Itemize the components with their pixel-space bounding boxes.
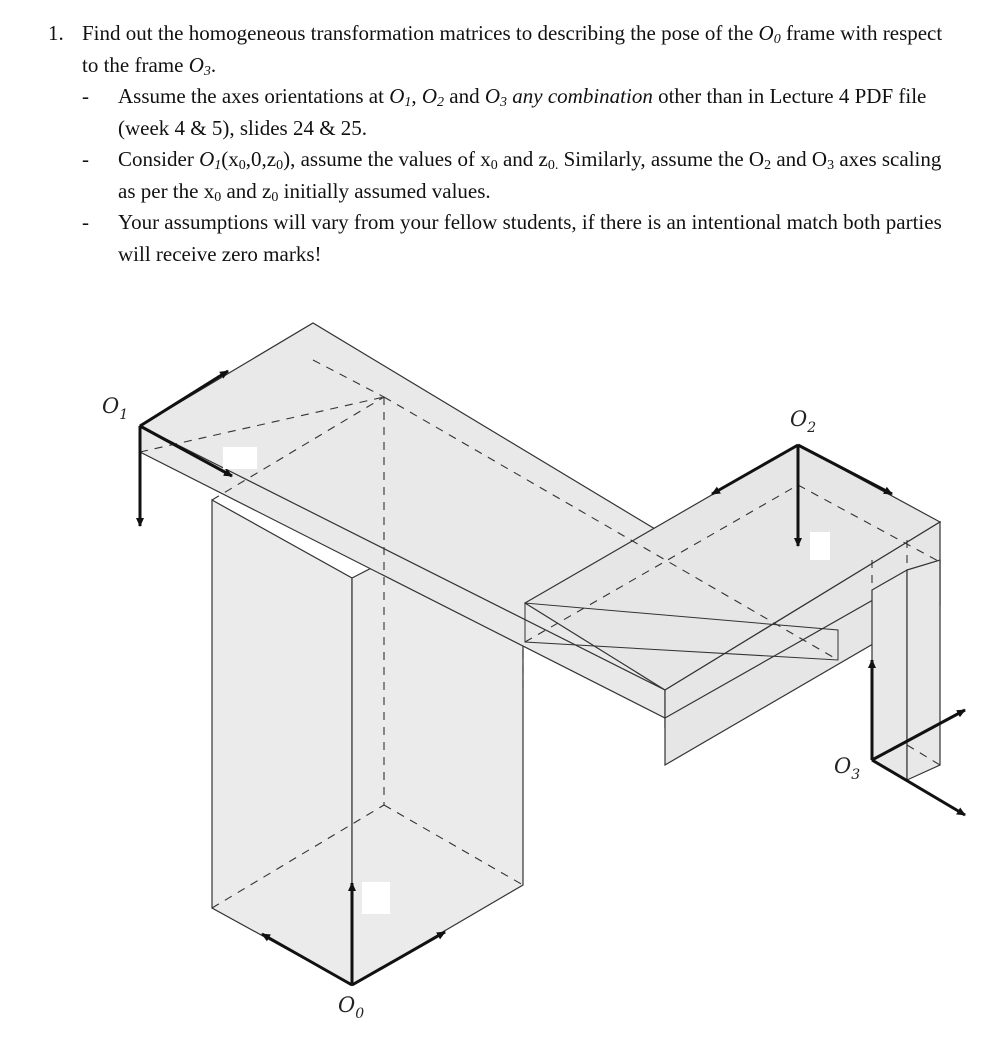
isometric-link-diagram [0, 290, 995, 1060]
assumption-item-coordinates: - Consider $O_1(x_0,0,z_0)$, assume the values of $x_0$ and $z_{0.}$ Similarly, assume the $O_2$ and $O_3$ axes scaling as per the $x_0$ and $z_0$ initially assumed values. [48, 144, 948, 207]
robot-frames-figure [0, 290, 995, 1060]
blank-patch-o1 [223, 447, 257, 469]
intro-text-2: frame with respect to the frame [82, 21, 943, 77]
end-link-front [872, 570, 907, 780]
frame-o3-ref: $O_3$ [188, 52, 211, 79]
question-intro: 1. Find out the homogeneous transformation matrices to describing the pose of the $O_0$ frame with respect to the frame $O_3$. [48, 18, 948, 81]
frame-label-o1: $O_1$ [102, 394, 129, 423]
base-left-face [212, 500, 352, 985]
end-link [872, 560, 940, 780]
bullet-dash: - [82, 210, 89, 234]
question-block [48, 18, 948, 270]
emphasis-text: any combination [512, 84, 653, 108]
blank-patch-o0 [362, 882, 390, 914]
intro-text: Find out the homogeneous transformation matrices to describing the pose of the [82, 21, 754, 45]
frame-label-o2: $O_2$ [790, 407, 817, 436]
bullet-dash: - [82, 147, 89, 171]
question-number: 1. [48, 21, 64, 45]
assumption-item-orientation: - Assume the axes orientations at $O_1$, $O_2$ and $O_3$ any combination other than in Lecture 4 PDF file (week 4 & 5), slides 24 & 25. [48, 81, 948, 144]
end-link-side [907, 560, 940, 780]
assumption-list [48, 81, 948, 270]
frame-label-o3: $O_3$ [834, 754, 861, 783]
frame-label-o0: $O_0$ [338, 993, 365, 1022]
frame-o0-ref: $O_0$ [758, 21, 781, 47]
blank-patch-o2 [810, 532, 830, 560]
bullet-dash: - [82, 84, 89, 108]
assumption-item-warning: - Your assumptions will vary from your fellow students, if there is an intentional match both parties will receive zero marks! [48, 207, 948, 270]
